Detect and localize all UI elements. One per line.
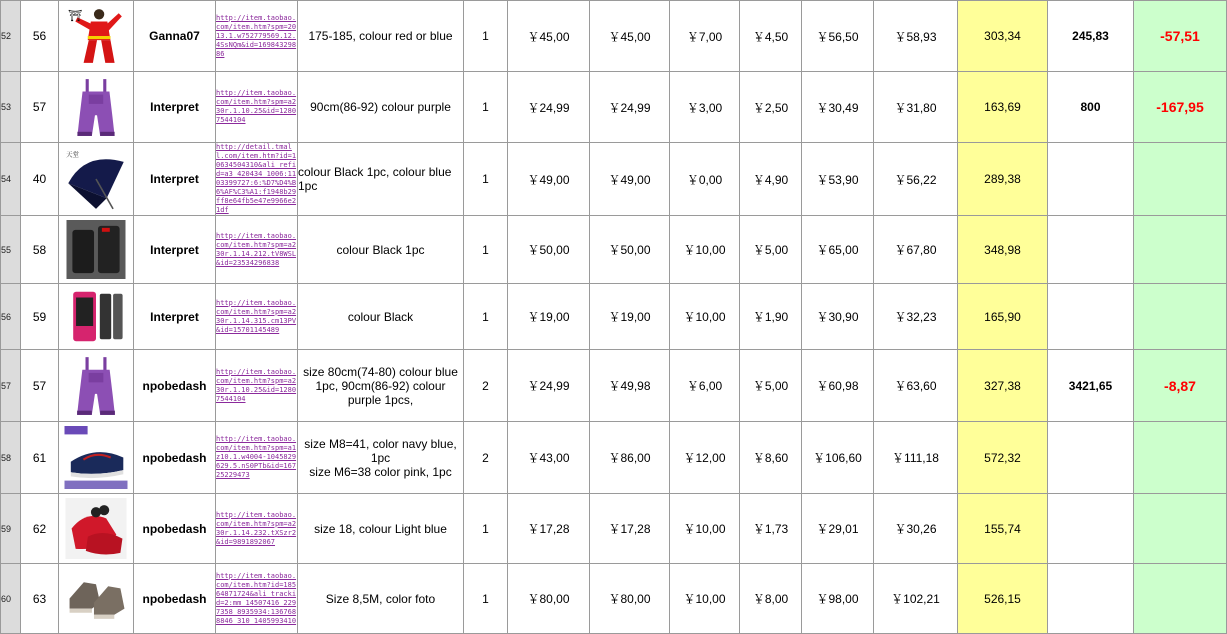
difference-cell[interactable] — [1134, 564, 1227, 634]
buyer-cell[interactable]: Interpret — [134, 143, 216, 216]
item-number-cell[interactable]: 40 — [21, 143, 59, 216]
quantity-cell[interactable]: 1 — [464, 216, 508, 284]
purple-overalls-image — [63, 76, 129, 138]
paid-cell[interactable] — [1048, 284, 1134, 350]
subtotal-cell[interactable]: ￥65,00 — [802, 216, 874, 284]
svg-text:⛩: ⛩ — [68, 8, 83, 23]
shipping-cell[interactable]: ￥12,00 — [670, 422, 740, 494]
difference-cell[interactable] — [1134, 284, 1227, 350]
difference-cell[interactable] — [1134, 143, 1227, 216]
shipping-cell[interactable]: ￥7,00 — [670, 1, 740, 72]
buyer-cell[interactable]: Interpret — [134, 72, 216, 143]
row-header[interactable]: 60 — [1, 564, 21, 634]
shipping-cell[interactable]: ￥10,00 — [670, 494, 740, 564]
difference-cell[interactable]: -167,95 — [1134, 72, 1227, 143]
row-header[interactable]: 52 — [1, 1, 21, 72]
buyer-cell[interactable]: npobedash — [134, 494, 216, 564]
item-number-cell[interactable]: 58 — [21, 216, 59, 284]
product-link[interactable]: http://item.taobao.com/item.htm?spm=a230r.1.14.232.tXSzr2&id=9891892067 — [216, 494, 298, 564]
total-cny-cell[interactable]: ￥102,21 — [874, 564, 958, 634]
fee-cell[interactable]: ￥4,90 — [740, 143, 802, 216]
difference-cell[interactable] — [1134, 216, 1227, 284]
price-cell[interactable]: ￥24,99 — [508, 350, 590, 422]
sum-cell[interactable]: ￥80,00 — [590, 564, 670, 634]
price-cell[interactable]: ￥19,00 — [508, 284, 590, 350]
description-cell[interactable]: 175-185, colour red or blue — [298, 1, 464, 72]
product-link[interactable]: http://item.taobao.com/item.htm?spm=a1z10.1.w4004-1045829629.5.nS0PTb&id=16725229473 — [216, 422, 298, 494]
product-image-cell[interactable] — [59, 284, 134, 350]
item-number-cell[interactable]: 59 — [21, 284, 59, 350]
black-umbrella-image — [63, 220, 129, 279]
subtotal-cell[interactable]: ￥30,49 — [802, 72, 874, 143]
navy-umbrella-image — [63, 147, 129, 211]
product-image-cell[interactable] — [59, 143, 134, 216]
row-header[interactable]: 57 — [1, 350, 21, 422]
quantity-cell[interactable]: 1 — [464, 284, 508, 350]
description-cell[interactable]: size 18, colour Light blue — [298, 494, 464, 564]
row-header[interactable]: 56 — [1, 284, 21, 350]
product-link[interactable]: http://detail.tmall.com/item.htm?id=10634504310&ali_refid=a3_420434_1006:1103399727:6:%D7%D4%B6%AF%C3%A1:f1948b29ff8e64fb5e47e9966e21df — [216, 143, 297, 214]
price-cell[interactable]: ￥17,28 — [508, 494, 590, 564]
purple-overalls-image — [63, 354, 129, 417]
total-cell[interactable]: 572,32 — [958, 422, 1048, 494]
product-image-cell[interactable] — [59, 350, 134, 422]
total-cny-cell[interactable]: ￥63,60 — [874, 350, 958, 422]
product-link[interactable]: http://item.taobao.com/item.htm?spm=2013.1.w752779569.12.4SsNQm&id=16984329886 — [216, 1, 298, 72]
price-cell[interactable]: ￥45,00 — [508, 1, 590, 72]
fee-cell[interactable]: ￥5,00 — [740, 350, 802, 422]
product-link[interactable]: http://item.taobao.com/item.htm?spm=a230r.1.14.315.cm13PV&id=15701145489 — [216, 284, 298, 350]
description-cell[interactable]: size M8=41, color navy blue, 1pc size M6=38 color pink, 1pc — [298, 422, 464, 494]
row-header[interactable]: 53 — [1, 72, 21, 143]
shipping-cell[interactable]: ￥6,00 — [670, 350, 740, 422]
buyer-cell[interactable]: npobedash — [134, 350, 216, 422]
shipping-cell[interactable]: ￥10,00 — [670, 564, 740, 634]
price-cell[interactable]: ￥49,00 — [508, 143, 590, 216]
navy-sandals-image — [63, 426, 129, 489]
product-link[interactable]: http://item.taobao.com/item.htm?spm=a230r.1.10.25&id=12807544104 — [216, 72, 298, 143]
product-link[interactable]: http://item.taobao.com/item.htm?id=18564871724&ali_trackid=2:mm_14507416_2297358_8935934:1367688846_310_1405993410 — [216, 564, 298, 634]
item-number-cell[interactable]: 57 — [21, 72, 59, 143]
subtotal-cell[interactable]: ￥106,60 — [802, 422, 874, 494]
table-row — [1, 284, 1227, 350]
paid-cell[interactable] — [1048, 422, 1134, 494]
quantity-cell[interactable]: 1 — [464, 72, 508, 143]
buyer-cell[interactable]: Ganna07 — [134, 1, 216, 72]
description-cell[interactable]: colour Black — [298, 284, 464, 350]
price-cell[interactable]: ￥80,00 — [508, 564, 590, 634]
total-cell[interactable]: 165,90 — [958, 284, 1048, 350]
svg-text:天堂: 天堂 — [66, 150, 79, 159]
shipping-cell[interactable]: ￥10,00 — [670, 216, 740, 284]
description-cell[interactable]: 90cm(86-92) colour purple — [298, 72, 464, 143]
total-cny-cell[interactable]: ￥32,23 — [874, 284, 958, 350]
quantity-cell[interactable]: 1 — [464, 564, 508, 634]
product-image-cell[interactable] — [59, 1, 134, 72]
price-cell[interactable]: ￥43,00 — [508, 422, 590, 494]
table-row — [1, 564, 1227, 634]
table-row — [1, 143, 1227, 216]
total-cny-cell[interactable]: ￥58,93 — [874, 1, 958, 72]
total-cell[interactable]: 303,34 — [958, 1, 1048, 72]
red-kungfu-suit-image — [63, 5, 129, 67]
product-image-cell[interactable] — [59, 422, 134, 494]
paid-cell[interactable] — [1048, 143, 1134, 216]
total-cell[interactable]: 163,69 — [958, 72, 1048, 143]
paid-cell[interactable]: 245,83 — [1048, 1, 1134, 72]
subtotal-cell[interactable]: ￥56,50 — [802, 1, 874, 72]
grey-sneakers-image — [63, 568, 129, 629]
total-cell[interactable]: 526,15 — [958, 564, 1048, 634]
total-cny-cell[interactable]: ￥31,80 — [874, 72, 958, 143]
sum-cell[interactable]: ￥49,00 — [590, 143, 670, 216]
row-header[interactable]: 54 — [1, 143, 21, 216]
price-cell[interactable]: ￥50,00 — [508, 216, 590, 284]
description-cell[interactable]: size 80cm(74-80) colour blue 1pc, 90cm(86-92) colour purple 1pcs, — [298, 350, 464, 422]
item-number-cell[interactable]: 63 — [21, 564, 59, 634]
buyer-cell[interactable]: npobedash — [134, 564, 216, 634]
table-row — [1, 72, 1227, 143]
buyer-cell[interactable]: Interpret — [134, 284, 216, 350]
shipping-cell[interactable]: ￥3,00 — [670, 72, 740, 143]
price-cell[interactable]: ￥24,99 — [508, 72, 590, 143]
fee-cell[interactable]: ￥5,00 — [740, 216, 802, 284]
total-cell[interactable]: 155,74 — [958, 494, 1048, 564]
sum-cell[interactable]: ￥49,98 — [590, 350, 670, 422]
item-number-cell[interactable]: 61 — [21, 422, 59, 494]
total-cny-cell[interactable]: ￥111,18 — [874, 422, 958, 494]
sum-cell[interactable]: ￥19,00 — [590, 284, 670, 350]
shipping-cell[interactable]: ￥10,00 — [670, 284, 740, 350]
quantity-cell[interactable]: 1 — [464, 1, 508, 72]
paid-cell[interactable] — [1048, 216, 1134, 284]
subtotal-cell[interactable]: ￥29,01 — [802, 494, 874, 564]
total-cell[interactable]: 289,38 — [958, 143, 1048, 216]
total-cny-cell[interactable]: ￥56,22 — [874, 143, 958, 216]
total-cell[interactable]: 348,98 — [958, 216, 1048, 284]
sum-cell[interactable]: ￥17,28 — [590, 494, 670, 564]
item-number-cell[interactable]: 57 — [21, 350, 59, 422]
total-cny-cell[interactable]: ￥30,26 — [874, 494, 958, 564]
sum-cell[interactable]: ￥45,00 — [590, 1, 670, 72]
quantity-cell[interactable]: 2 — [464, 350, 508, 422]
shipping-cell[interactable]: ￥0,00 — [670, 143, 740, 216]
difference-cell[interactable]: -8,87 — [1134, 350, 1227, 422]
row-header[interactable]: 55 — [1, 216, 21, 284]
sum-cell[interactable]: ￥50,00 — [590, 216, 670, 284]
paid-cell[interactable]: 3421,65 — [1048, 350, 1134, 422]
quantity-cell[interactable]: 1 — [464, 143, 508, 216]
table-row — [1, 216, 1227, 284]
row-header[interactable]: 58 — [1, 422, 21, 494]
product-image-cell[interactable] — [59, 216, 134, 284]
fee-cell[interactable]: ￥2,50 — [740, 72, 802, 143]
product-image-cell[interactable] — [59, 72, 134, 143]
subtotal-cell[interactable]: ￥53,90 — [802, 143, 874, 216]
table-row — [1, 1, 1227, 72]
subtotal-cell[interactable]: ￥60,98 — [802, 350, 874, 422]
subtotal-cell[interactable]: ￥30,90 — [802, 284, 874, 350]
phone-case-image — [63, 288, 129, 345]
product-link[interactable]: http://item.taobao.com/item.htm?spm=a230r.1.10.25&id=12807544104 — [216, 350, 298, 422]
description-cell[interactable]: colour Black 1pc, colour blue 1pc — [298, 143, 464, 216]
item-number-cell[interactable]: 62 — [21, 494, 59, 564]
table-row — [1, 350, 1227, 422]
paid-cell[interactable]: 800 — [1048, 72, 1134, 143]
total-cell[interactable]: 327,38 — [958, 350, 1048, 422]
paid-cell[interactable] — [1048, 564, 1134, 634]
quantity-cell[interactable]: 1 — [464, 494, 508, 564]
paid-cell[interactable] — [1048, 494, 1134, 564]
difference-cell[interactable] — [1134, 422, 1227, 494]
description-cell[interactable]: colour Black 1pc — [298, 216, 464, 284]
difference-cell[interactable]: -57,51 — [1134, 1, 1227, 72]
red-shoes-image — [63, 498, 129, 559]
subtotal-cell[interactable]: ￥98,00 — [802, 564, 874, 634]
description-cell[interactable]: Size 8,5M, color foto — [298, 564, 464, 634]
table-row — [1, 494, 1227, 564]
difference-cell[interactable] — [1134, 494, 1227, 564]
quantity-cell[interactable]: 2 — [464, 422, 508, 494]
fee-cell[interactable]: ￥8,00 — [740, 564, 802, 634]
fee-cell[interactable]: ￥1,90 — [740, 284, 802, 350]
sum-cell[interactable]: ￥24,99 — [590, 72, 670, 143]
product-link[interactable]: http://item.taobao.com/item.htm?spm=a230r.1.14.212.tV8WSL&id=23534296838 — [216, 216, 298, 284]
buyer-cell[interactable]: Interpret — [134, 216, 216, 284]
fee-cell[interactable]: ￥8,60 — [740, 422, 802, 494]
sum-cell[interactable]: ￥86,00 — [590, 422, 670, 494]
fee-cell[interactable]: ￥1,73 — [740, 494, 802, 564]
product-image-cell[interactable] — [59, 494, 134, 564]
total-cny-cell[interactable]: ￥67,80 — [874, 216, 958, 284]
buyer-cell[interactable]: npobedash — [134, 422, 216, 494]
item-number-cell[interactable]: 56 — [21, 1, 59, 72]
product-image-cell[interactable] — [59, 564, 134, 634]
fee-cell[interactable]: ￥4,50 — [740, 1, 802, 72]
table-row — [1, 422, 1227, 494]
row-header[interactable]: 59 — [1, 494, 21, 564]
